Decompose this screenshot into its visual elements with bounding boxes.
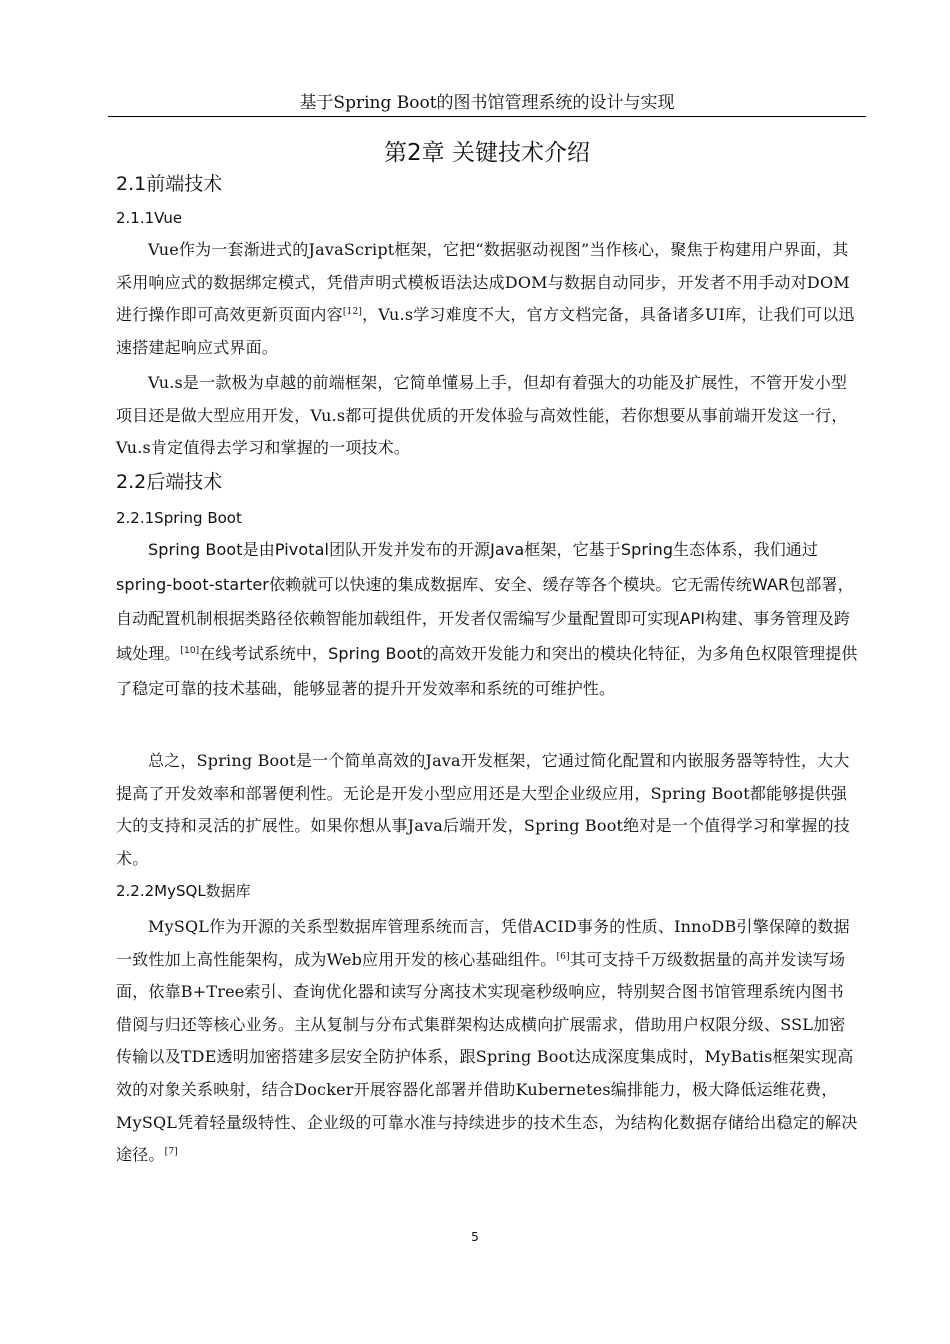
chapter-title: 第2章 关键技术介绍 [384,140,590,166]
springboot-paragraph-1 [116,533,860,707]
subsection-heading-2-2-2: 2.2.2MySQL数据库 [116,882,251,900]
citation-7: [7] [164,1147,178,1158]
springboot-p1-text-b: 在线考试系统中，Spring Boot的高效开发能力和突出的模块化特征，为多角色权限管理提供了稳定可靠的技术基础，能够显著的提升开发效率和系统的可维护性。 [116,644,858,698]
vue-p1-text-a: Vue作为一套渐进式的JavaScript框架，它把“数据驱动视图”当作核心，聚焦于构建用户界面，其采用响应式的数据绑定模式，凭借声明式模板语法达成DOM与数据自动同步，开发者不用手动对DOM进行操作即可高效更新页面内容 [116,240,850,325]
mysql-p1-text-a: MySQL作为开源的关系型数据库管理系统而言，凭借ACID事务的性质、InnoDB引擎保障的数据一致性加上高性能架构，成为Web应用开发的核心基础组件。 [116,917,850,969]
vue-paragraph-1 [116,234,860,364]
vue-p1-text-b: ，Vu.s学习难度不大，官方文档完备，具备诸多UI库，让我们可以迅速搭建起响应式界面。 [116,305,855,357]
mysql-paragraph-1 [116,911,860,1172]
subsection-heading-2-1-1: 2.1.1Vue [116,209,183,227]
vue-paragraph-2: Vu.s是一款极为卓越的前端框架，它简单懂易上手，但却有着强大的功能及扩展性，不管开发小型项目还是做大型应用开发，Vu.s都可提供优质的开发体验与高效性能，若你想要从事前端开发这一行，Vu.s肯定值得去学习和掌握的一项技术。 [116,373,848,458]
springboot-p1-text-a: Spring Boot是由Pivotal团队开发并发布的开源Java框架，它基于Spring生态体系，我们通过spring-boot-starter依赖就可以快速的集成数据库、安全、缓存等各个模块。它无需传统WAR包部署，自动配置机制根据类路径依赖智能加载组件，开发者仅需编写少量配置即可实现API构建、事务管理及跨域处理。 [116,540,854,664]
subsection-heading-2-2-1: 2.2.1Spring Boot [116,509,242,527]
section-heading-2-1: 2.1前端技术 [116,173,223,195]
section-heading-2-2: 2.2后端技术 [116,471,223,493]
mysql-p1-text-b: 其可支持千万级数据量的高并发读写场面，依靠B+Tree索引、查询优化器和读写分离技术实现毫秒级响应，特别契合图书馆管理系统内图书借阅与归还等核心业务。主从复制与分布式集群架构达成横向扩展需求，借助用户权限分级、SSL加密传输以及TDE透明加密搭建多层安全防护体系，跟Spring Boot达成深度集成时，MyBatis框架实现高效的对象关系映射，结合Docker开展容器化部署并借助Kubernetes编排能力，极大降低运维花费，MySQL凭着轻量级特性、企业级的可靠水准与持续进步的技术生态，为结构化数据存储给出稳定的解决途径。 [116,949,858,1165]
springboot-paragraph-2: 总之，Spring Boot是一个简单高效的Java开发框架，它通过简化配置和内嵌服务器等特性，大大提高了开发效率和部署便利性。无论是开发小型应用还是大型企业级应用，Spring Boot都能够提供强大的支持和灵活的扩展性。如果你想从事Java后端开发，Spring Boot绝对是一个值得学习和掌握的技术。 [116,751,850,868]
page-number: 5 [471,1230,479,1244]
citation-6: [6] [556,951,570,962]
citation-10: [10] [180,646,200,657]
running-header: 基于Spring Boot的图书馆管理系统的设计与实现 [108,92,866,117]
citation-12: [12] [342,307,363,318]
